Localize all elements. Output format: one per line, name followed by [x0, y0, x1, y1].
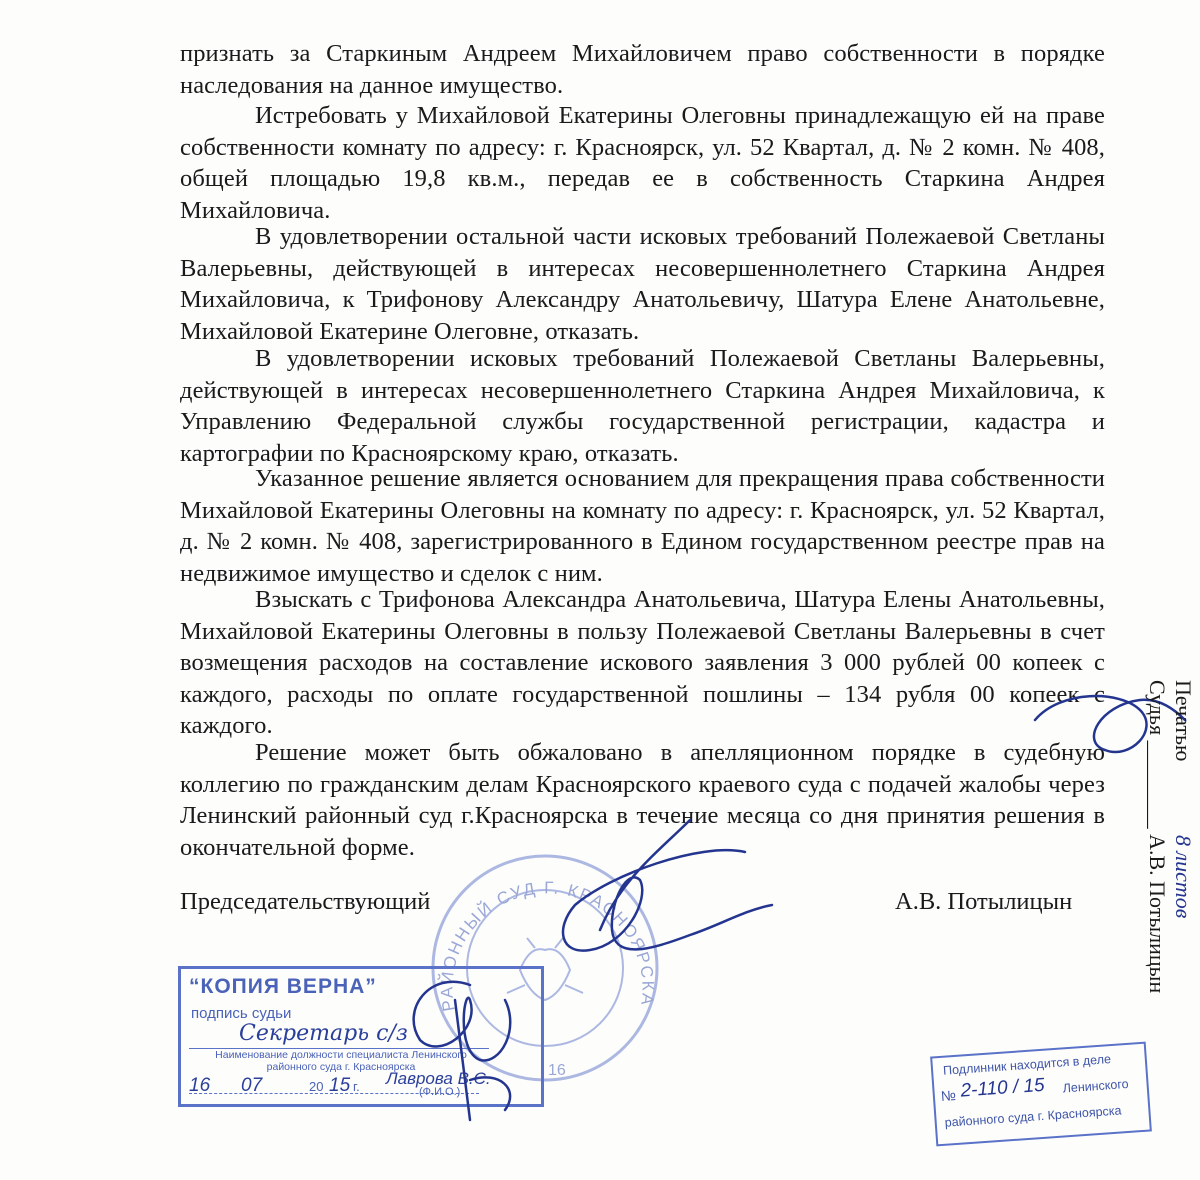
seal-ring-text: РАЙОННЫЙ СУД Г. КРАСНОЯРСКА — [437, 878, 658, 1013]
clerk-signature — [414, 982, 511, 1120]
side-note-line1: Печатью — [1171, 680, 1196, 762]
judge-signature — [563, 820, 772, 951]
copy-stamp-title: “КОПИЯ ВЕРНА” — [189, 975, 377, 998]
paragraph-deny-rosreestr: В удовлетворении исковых требований Полежаевой Светланы Валерьевны, действующей в интересах несовершеннолетнего Старкина Андрея Михайловича, к Управлению Федеральной службы государственной регистрации, кадастра и картографии по Красноярскому краю, отказать. — [180, 345, 1105, 467]
copy-stamp-year-unit: г. — [353, 1079, 360, 1094]
paragraph-recover-costs: Взыскать с Трифонова Александра Анатольевича, Шатура Елены Анатольевны, Михайловой Екатерины Олеговны в пользу Полежаевой Светланы Валерьевны в счет возмещения расходов на составление искового заявления 3 000 рублей 00 копеек с каждого, расходы по оплате государственной пошлины – 134 рубля 00 копеек с каждого. — [180, 586, 1105, 739]
copy-stamp-date-month: 07 — [241, 1075, 263, 1096]
copy-stamp-year-prefix: 20 — [309, 1079, 324, 1094]
copy-stamp-signature-label: подпись судьи — [191, 1005, 292, 1022]
paragraph-deny-remaining: В удовлетворении остальной части исковых требований Полежаевой Светланы Валерьевны, действующей в интересах несовершеннолетнего Старкина Андрея Михайловича, к Трифонову Александру Анатольевичу, Шатура Елене Анатольевне, Михайловой Екатерине Олеговне, отказать. — [180, 223, 1105, 345]
judge-name: А.В. Потылицын — [895, 888, 1073, 915]
paragraph-appeal: Решение может быть обжаловано в апелляционном порядке в судебную коллегию по гражданским делам Красноярского краевого суда с подачей жалобы через Ленинский районный суд г.Красноярска в течение месяца со дня принятия решения в окончательной форме. — [180, 739, 1105, 861]
copy-stamp-year-suffix: 15 — [329, 1075, 351, 1096]
side-note-line2: Судья ________ А.В. Потылицын — [1145, 680, 1170, 994]
copy-stamp-handwritten-name: Лаврова В.С. — [386, 1069, 491, 1088]
copy-stamp-handwritten-role: Секретарь с/з — [239, 1021, 408, 1046]
side-certification-note — [1138, 680, 1198, 1010]
orig-stamp-line3: районного суда г. Красноярска — [944, 1103, 1122, 1130]
orig-stamp-line1: Подлинник находится в деле — [942, 1052, 1112, 1078]
presiding-label: Председательствующий — [180, 888, 431, 915]
copy-stamp-position-caption: Наименование должности специалиста Ленинского районного суда г. Красноярска — [215, 1049, 467, 1073]
paragraph-termination-basis: Указанное решение является основанием для прекращения права собственности Михайловой Екатерины Олеговны на комнату по адресу: г. Красноярск, ул. 52 Квартал, д. № 2 комн. № 408, зарегистрированного в Едином государственном реестре прав на недвижимое имущество и сделок с ним. — [180, 465, 1105, 587]
paragraph-reclaim-room: Истребовать у Михайловой Екатерины Олеговны принадлежащую ей на праве собственности комнату по адресу: г. Красноярск, ул. 52 Квартал, д. № 2 комн. № 408, общей площадью 19,8 кв.м., передав ее в собственность Старкина Андрея Михайловича. — [180, 102, 1105, 224]
orig-stamp-line2: Ленинского — [1062, 1076, 1129, 1096]
orig-stamp-number-prefix: № — [940, 1086, 957, 1104]
seal-number: 16 — [548, 1062, 566, 1079]
original-location-stamp — [930, 1042, 1152, 1147]
paragraph-ownership: признать за Старкиным Андреем Михайловичем право собственности в порядке наследования на данное имущество. — [180, 40, 1105, 99]
copy-stamp-fio-label: (Ф.И.О.) — [419, 1086, 461, 1098]
copy-stamp-date-day: 16 — [189, 1075, 211, 1096]
side-note-sheets: 8 листов — [1171, 835, 1196, 919]
orig-stamp-case-number: 2-110 / 15 — [959, 1074, 1046, 1102]
